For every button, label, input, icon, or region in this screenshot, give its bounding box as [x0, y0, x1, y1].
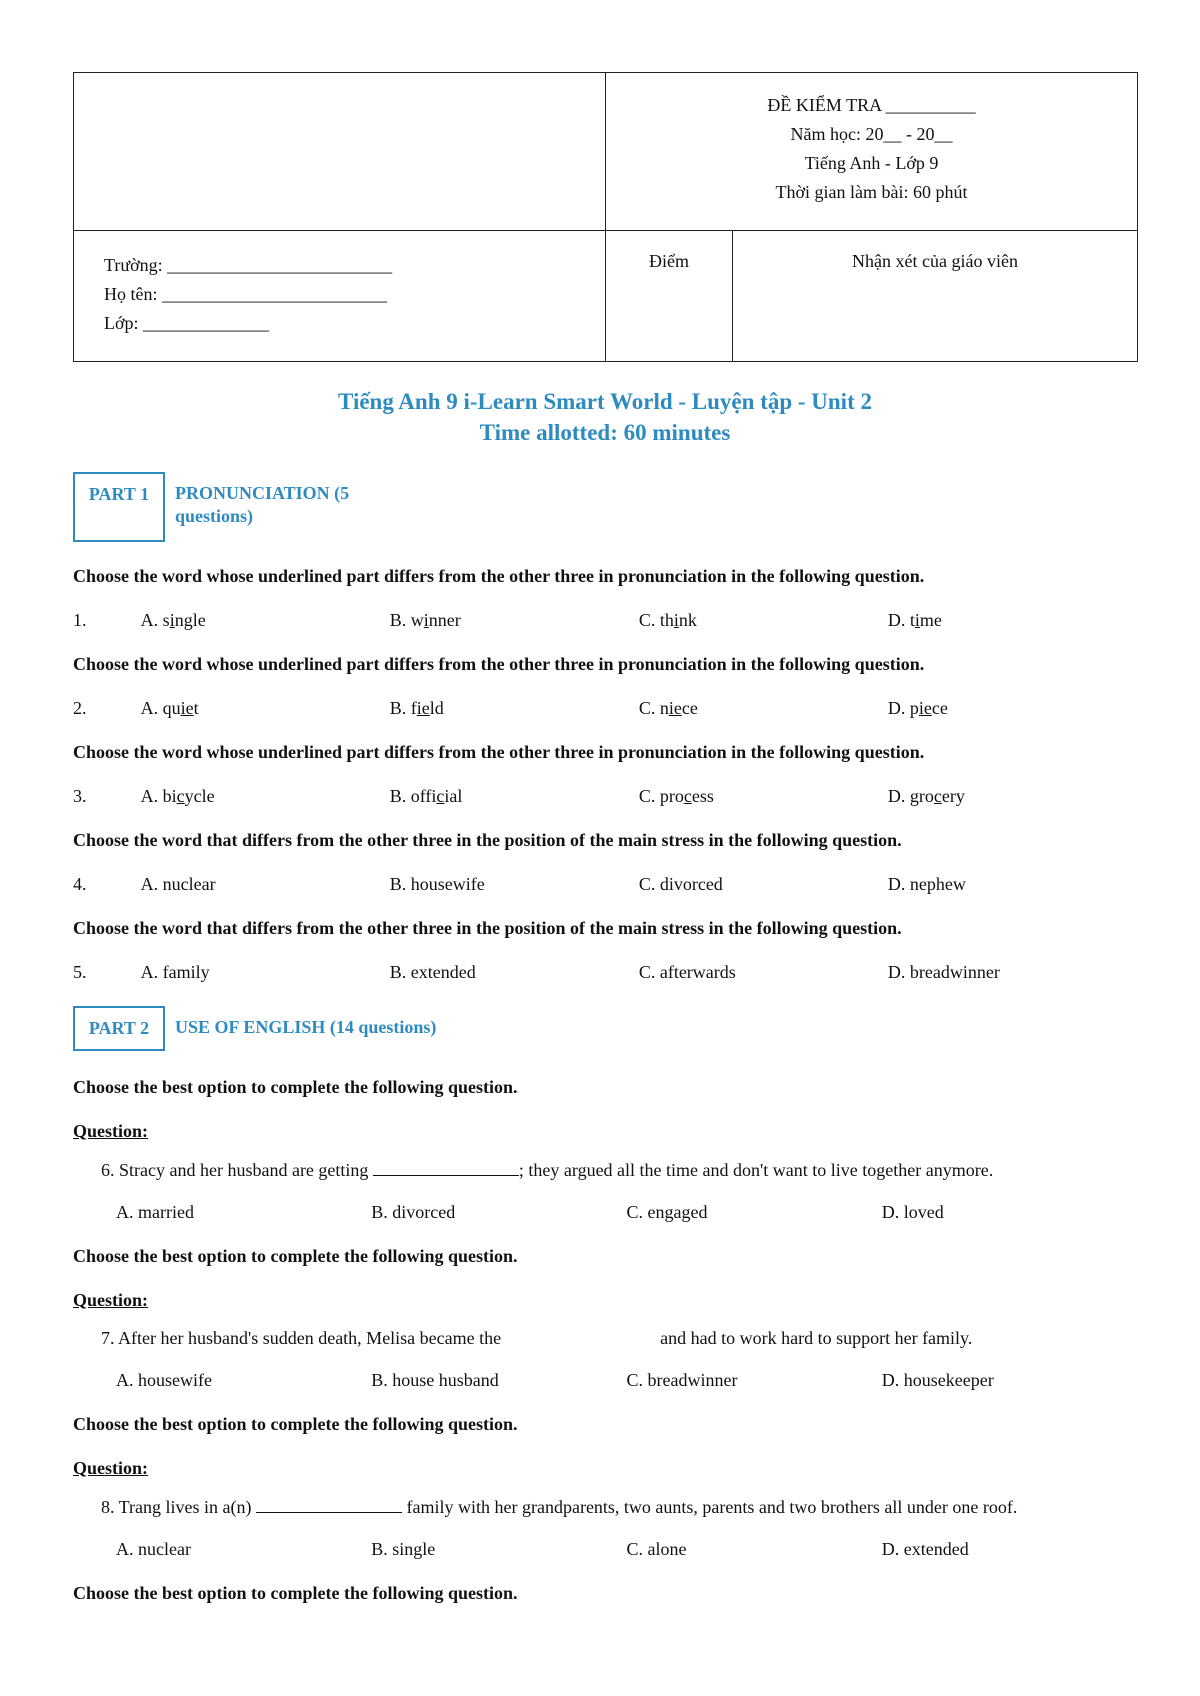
- option-c[interactable]: C. alone: [626, 1539, 687, 1559]
- question-number: 3.: [73, 786, 87, 806]
- instruction: Choose the word whose underlined part differs from the other three in pronunciation in the following question.: [73, 566, 925, 586]
- stem-text: 7. After her husband's sudden death, Melisa became the: [101, 1328, 506, 1348]
- option-text: C. n: [638, 698, 669, 718]
- question-3-row: [73, 784, 1137, 808]
- option-a[interactable]: [141, 960, 390, 984]
- score-cell: [606, 231, 733, 362]
- option-a[interactable]: A. housewife: [116, 1370, 212, 1390]
- question-number: 2.: [73, 698, 87, 718]
- option-text: t: [193, 698, 199, 718]
- option-text: D. breadwinner: [887, 962, 1000, 982]
- option-a[interactable]: A. married: [116, 1202, 194, 1222]
- stem-text: 6. Stracy and her husband are getting: [101, 1160, 373, 1180]
- option-text: nner: [428, 610, 461, 630]
- underlined-part: c: [436, 786, 445, 806]
- stem-text: 8. Trang lives in a(n): [101, 1497, 256, 1517]
- score-label: Điểm: [649, 251, 689, 271]
- underlined-part: i: [914, 610, 920, 630]
- school-year: Năm học: 20__ - 20__: [790, 124, 953, 144]
- option-c[interactable]: [639, 872, 888, 896]
- question-number: 5.: [73, 962, 87, 982]
- option-text: D. nephew: [887, 874, 966, 894]
- instruction: Choose the word that differs from the other three in the position of the main stress in the following question.: [73, 918, 902, 938]
- underlined-part: ie: [918, 698, 932, 718]
- option-d[interactable]: [888, 872, 1137, 896]
- option-b[interactable]: B. divorced: [371, 1202, 456, 1222]
- option-c[interactable]: [639, 696, 888, 720]
- question-5-row: [73, 960, 1137, 984]
- option-text: A. nuclear: [140, 874, 216, 894]
- question-label: Question:: [73, 1458, 149, 1478]
- question-6-stem: [73, 1157, 1137, 1182]
- question-4-row: [73, 872, 1137, 896]
- part-1-header: [73, 472, 1137, 542]
- instruction: Choose the best option to complete the following question.: [73, 1583, 518, 1603]
- header-table: [73, 72, 1138, 362]
- answer-blank[interactable]: [256, 1494, 402, 1513]
- question-label: Question:: [73, 1121, 149, 1141]
- instruction: Choose the word whose underlined part differs from the other three in pronunciation in the following question.: [73, 654, 925, 674]
- option-d[interactable]: [888, 696, 1137, 720]
- option-text: B. housewife: [389, 874, 485, 894]
- part-1-questions: [73, 564, 1137, 984]
- question-8-stem: [73, 1494, 1137, 1519]
- instruction: Choose the word that differs from the other three in the position of the main stress in the following question.: [73, 830, 902, 850]
- part-2-title: USE OF ENGLISH (14 questions): [175, 1017, 437, 1037]
- stem-text: and had to work hard to support her family.: [655, 1328, 973, 1348]
- option-b[interactable]: [390, 960, 639, 984]
- option-text: B. extended: [389, 962, 476, 982]
- document-title: [73, 386, 1137, 448]
- option-b[interactable]: [390, 608, 639, 632]
- title-line-2: Time allotted: 60 minutes: [479, 420, 731, 445]
- underlined-part: ie: [668, 698, 682, 718]
- option-d[interactable]: [888, 784, 1137, 808]
- option-text: B. offi: [389, 786, 437, 806]
- instruction: Choose the best option to complete the following question.: [73, 1246, 518, 1266]
- option-text: ery: [941, 786, 965, 806]
- duration: Thời gian làm bài: 60 phút: [775, 182, 968, 202]
- option-text: ess: [691, 786, 714, 806]
- answer-blank[interactable]: [373, 1157, 519, 1176]
- option-text: ld: [429, 698, 444, 718]
- option-d[interactable]: [888, 608, 1137, 632]
- option-text: ce: [681, 698, 698, 718]
- question-1-row: [73, 608, 1137, 632]
- option-text: A. s: [140, 610, 170, 630]
- option-text: ial: [444, 786, 463, 806]
- option-text: D. p: [887, 698, 919, 718]
- option-d[interactable]: [888, 960, 1137, 984]
- question-7-stem: [73, 1326, 1137, 1350]
- subject: Tiếng Anh - Lớp 9: [804, 153, 939, 173]
- option-b[interactable]: [390, 696, 639, 720]
- option-text: A. family: [140, 962, 210, 982]
- option-c[interactable]: C. engaged: [626, 1202, 708, 1222]
- instruction: Choose the best option to complete the following question.: [73, 1414, 518, 1434]
- stem-text: ; they argued all the time and don't want to live together anymore.: [518, 1160, 994, 1180]
- option-a[interactable]: [141, 784, 390, 808]
- option-text: ngle: [174, 610, 206, 630]
- option-a[interactable]: [141, 872, 390, 896]
- underlined-part: i: [169, 610, 175, 630]
- option-c[interactable]: [639, 784, 888, 808]
- option-text: C. pro: [638, 786, 684, 806]
- question-8-options: [73, 1537, 1137, 1561]
- question-2-row: [73, 696, 1137, 720]
- title-line-1: Tiếng Anh 9 i-Learn Smart World - Luyện tập - Unit 2: [338, 389, 872, 414]
- option-text: B. w: [389, 610, 424, 630]
- option-d[interactable]: D. extended: [881, 1539, 969, 1559]
- option-b[interactable]: B. single: [371, 1539, 436, 1559]
- option-b[interactable]: [390, 784, 639, 808]
- student-info-cell: [74, 231, 606, 362]
- underlined-part: ie: [180, 698, 194, 718]
- part-1-title: PRONUNCIATION (5 questions): [175, 483, 350, 526]
- option-text: nk: [678, 610, 697, 630]
- option-c[interactable]: C. breadwinner: [626, 1370, 738, 1390]
- part-2-badge: PART 2: [73, 1006, 165, 1051]
- logo-cell: [74, 73, 606, 231]
- underlined-part: i: [673, 610, 679, 630]
- option-text: A. qu: [140, 698, 181, 718]
- comment-label: Nhận xét của giáo viên: [852, 251, 1018, 271]
- option-text: C. th: [638, 610, 674, 630]
- option-c[interactable]: [639, 960, 888, 984]
- option-b[interactable]: B. house husband: [371, 1370, 499, 1390]
- option-text: ycle: [184, 786, 215, 806]
- school-field[interactable]: Trường: _________________________: [104, 255, 393, 275]
- option-a[interactable]: A. nuclear: [116, 1539, 191, 1559]
- option-a[interactable]: [141, 696, 390, 720]
- underlined-part: c: [683, 786, 692, 806]
- underlined-part: c: [176, 786, 185, 806]
- question-number: 1.: [73, 610, 87, 630]
- option-d[interactable]: D. housekeeper: [881, 1370, 994, 1390]
- underlined-part: i: [423, 610, 429, 630]
- exam-title: ĐỀ KIỂM TRA __________: [767, 95, 976, 115]
- question-6-options: [73, 1200, 1137, 1224]
- question-number: 4.: [73, 874, 87, 894]
- option-text: D. t: [887, 610, 915, 630]
- option-text: ce: [931, 698, 948, 718]
- underlined-part: ie: [416, 698, 430, 718]
- stem-text: family with her grandparents, two aunts, parents and two brothers all under one roof.: [402, 1497, 1018, 1517]
- option-d[interactable]: D. loved: [881, 1202, 944, 1222]
- class-field[interactable]: Lớp: ______________: [104, 313, 270, 333]
- option-a[interactable]: [141, 608, 390, 632]
- part-2-header: [73, 1006, 1137, 1051]
- underlined-part: c: [933, 786, 942, 806]
- exam-page: [73, 72, 1137, 1605]
- question-label: Question:: [73, 1290, 149, 1310]
- option-c[interactable]: [639, 608, 888, 632]
- part-1-badge: PART 1: [73, 472, 165, 542]
- name-field[interactable]: Họ tên: _________________________: [104, 284, 387, 304]
- exam-info-cell: [606, 73, 1138, 231]
- instruction: Choose the best option to complete the following question.: [73, 1077, 518, 1097]
- option-text: D. gro: [887, 786, 934, 806]
- option-text: C. afterwards: [638, 962, 736, 982]
- option-text: A. bi: [140, 786, 177, 806]
- instruction: Choose the word whose underlined part differs from the other three in pronunciation in the following question.: [73, 742, 925, 762]
- option-text: C. divorced: [638, 874, 723, 894]
- option-text: me: [919, 610, 942, 630]
- option-text: B. f: [389, 698, 417, 718]
- question-7-options: [73, 1368, 1137, 1392]
- option-b[interactable]: [390, 872, 639, 896]
- comment-cell: [733, 231, 1138, 362]
